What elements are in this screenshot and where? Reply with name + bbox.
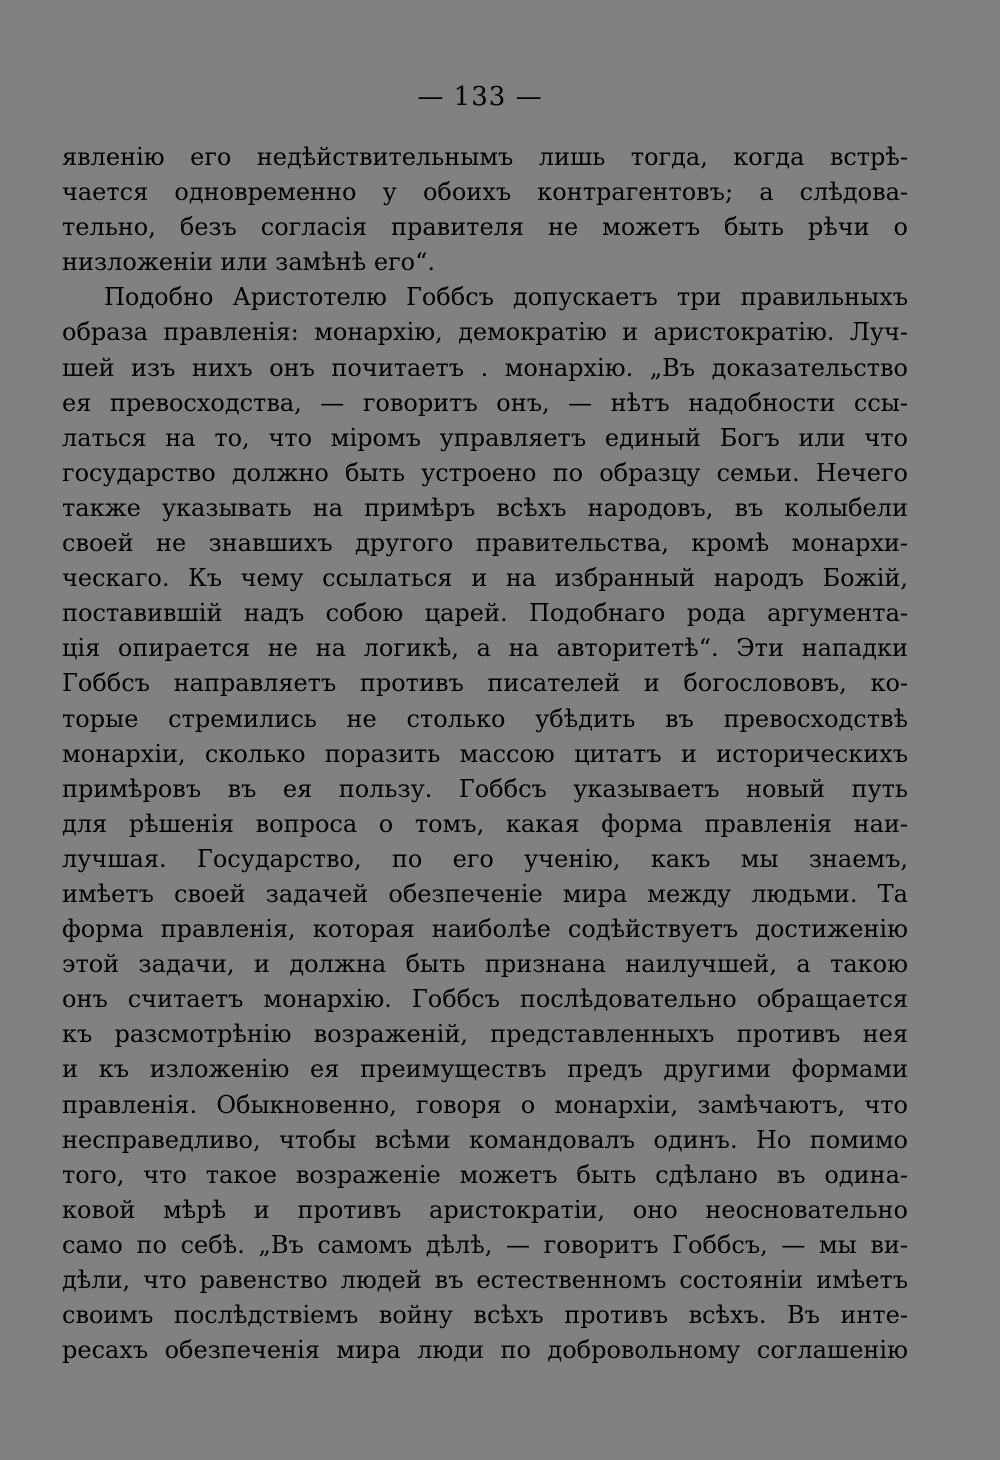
text-line: низложеніи или замѣнѣ его“. [62, 248, 435, 277]
paragraph-2 [62, 280, 908, 1368]
text-line: государство должно быть устроено по образцу семьи. Нечего [62, 458, 908, 487]
text-line: того, что такое возраженіе можетъ быть сдѣлано въ одина- [62, 1160, 908, 1189]
text-line: форма правленія, которая наиболѣе содѣйствуетъ достиженію [62, 915, 908, 944]
text-line: имѣетъ своей задачей обезпеченіе мира между людьми. Та [62, 879, 908, 908]
text-line: торые стремились не столько убѣдить въ превосходствѣ [62, 704, 908, 733]
body-text [62, 140, 908, 1368]
text-line: этой задачи, и должна быть признана наилучшей, а такою [62, 950, 908, 979]
text-line: ція опирается не на логикѣ, а на авторитетѣ“. Эти нападки [62, 634, 908, 663]
text-line: также указывать на примѣръ всѣхъ народовъ, въ колыбели [62, 493, 908, 522]
text-line: явленію его недѣйствительнымъ лишь тогда, когда встрѣ- [62, 143, 908, 171]
text-line: несправедливо, чтобы всѣми командовалъ одинъ. Но помимо [62, 1125, 908, 1154]
text-line: ресахъ обезпеченія мира люди по добровольному соглашенію [62, 1336, 908, 1365]
text-line: монархіи, сколько поразить массою цитатъ и историческихъ [62, 739, 908, 768]
paragraph-1 [62, 140, 908, 280]
text-line: поставившій надъ собою царей. Подобнаго рода аргумента- [62, 599, 908, 628]
text-line: само по себѣ. „Въ самомъ дѣлѣ, — говоритъ Гоббсъ, — мы ви- [62, 1230, 908, 1259]
text-line: чается одновременно у обоихъ контрагентовъ; а слѣдова- [62, 178, 908, 207]
text-line: шей изъ нихъ онъ почитаетъ . монархію. „Въ доказательство [62, 353, 908, 382]
text-line: правленія. Обыкновенно, говоря о монархіи, замѣчаютъ, что [62, 1090, 908, 1119]
text-line: для рѣшенія вопроса о томъ, какая форма правленія наи- [62, 809, 908, 838]
text-line: лучшая. Государство, по его ученію, какъ мы знаемъ, [62, 844, 908, 873]
text-line: образа правленія: монархію, демократію и аристократію. Луч- [62, 318, 908, 347]
text-line: къ разсмотрѣнію возраженій, представленныхъ противъ нея [62, 1020, 908, 1049]
text-line: своимъ послѣдствіемъ войну всѣхъ противъ всѣхъ. Въ инте- [62, 1301, 908, 1330]
text-line: ковой мѣрѣ и противъ аристократіи, оно неосновательно [62, 1195, 908, 1224]
text-line: латься на то, что міромъ управляетъ единый Богъ или что [62, 423, 908, 452]
text-line: ческаго. Къ чему ссылаться и на избранный народъ Божій, [62, 564, 908, 593]
text-line: онъ считаетъ монархію. Гоббсъ послѣдовательно обращается [62, 985, 908, 1014]
text-line: тельно, безъ согласія правителя не можетъ быть рѣчи о [62, 213, 908, 242]
page-number: — 133 — [417, 82, 543, 112]
text-line: дѣли, что равенство людей въ естественномъ состояніи имѣетъ [62, 1266, 908, 1294]
text-line: ея превосходства, — говоритъ онъ, — нѣтъ надобности ссы- [62, 388, 908, 417]
text-line: примѣровъ въ ея пользу. Гоббсъ указываетъ новый путь [62, 774, 908, 803]
text-line: и къ изложенію ея преимуществъ предъ другими формами [62, 1055, 908, 1084]
text-line: Гоббсъ направляетъ противъ писателей и богослововъ, ко- [62, 669, 908, 698]
text-line: своей не знавшихъ другого правительства, кромѣ монархи- [62, 529, 908, 558]
text-line: Подобно Аристотелю Гоббсъ допускаетъ три правильныхъ [104, 283, 908, 312]
